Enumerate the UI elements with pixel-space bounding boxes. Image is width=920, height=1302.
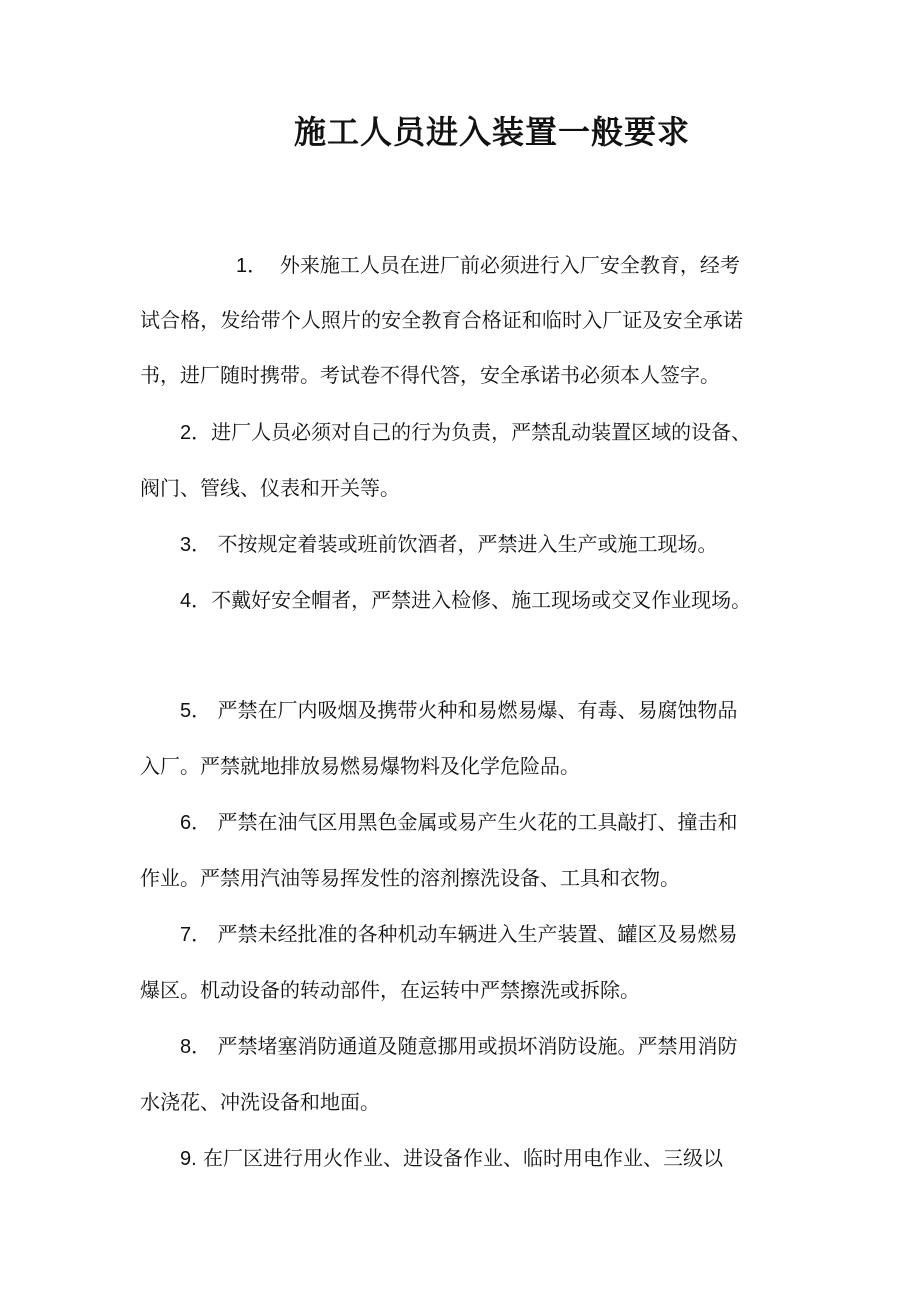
item-text: 严禁在油气区用黑色金属或易产生火花的工具敲打、撞击和 bbox=[217, 810, 738, 834]
item-6-line-2: 作业。严禁用汽油等易挥发性的溶剂擦洗设备、工具和衣物。 bbox=[140, 866, 680, 890]
item-7-line-1 bbox=[180, 920, 840, 949]
item-text: 严禁未经批准的各种机动车辆进入生产装置、罐区及易燃易 bbox=[217, 922, 738, 946]
item-5-line-2: 入厂。严禁就地排放易燃易爆物料及化学危险品。 bbox=[140, 754, 580, 778]
item-number: 1． bbox=[236, 255, 268, 277]
item-number: 2． bbox=[180, 422, 212, 444]
item-text: 严禁在厂内吸烟及携带火种和易燃易爆、有毒、易腐蚀物品 bbox=[217, 698, 738, 722]
item-5-line-1 bbox=[180, 696, 840, 725]
item-6-line-1 bbox=[180, 808, 840, 837]
item-2-line-2: 阀门、管线、仪表和开关等。 bbox=[140, 476, 400, 500]
item-number: 7． bbox=[180, 924, 212, 946]
item-text: 严禁堵塞消防通道及随意挪用或损坏消防设施。严禁用消防 bbox=[217, 1034, 738, 1058]
item-1-line-1 bbox=[236, 251, 896, 280]
item-text: 进厂人员必须对自己的行为负责，严禁乱动装置区域的设备、 bbox=[211, 420, 752, 444]
item-number: 8． bbox=[180, 1036, 212, 1058]
item-text: 不按规定着装或班前饮酒者，严禁进入生产或施工现场。 bbox=[217, 532, 718, 556]
item-number: 5． bbox=[180, 700, 212, 722]
item-number: 3． bbox=[180, 534, 212, 556]
item-1-line-2: 试合格，发给带个人照片的安全教育合格证和临时入厂证及安全承诺 bbox=[140, 308, 743, 332]
item-7-line-2: 爆区。机动设备的转动部件，在运转中严禁擦洗或拆除。 bbox=[140, 978, 640, 1002]
item-3-line-1 bbox=[180, 530, 840, 559]
item-8-line-1 bbox=[180, 1032, 840, 1061]
item-1-line-3: 书，进厂随时携带。考试卷不得代答，安全承诺书必须本人签字。 bbox=[140, 363, 720, 387]
item-number: 6． bbox=[180, 812, 212, 834]
item-number: 4． bbox=[180, 590, 212, 612]
item-9-line-1 bbox=[180, 1144, 840, 1173]
item-number: 9. bbox=[180, 1148, 197, 1170]
item-text: 不戴好安全帽者，严禁进入检修、施工现场或交叉作业现场。 bbox=[211, 588, 752, 612]
item-8-line-2: 水浇花、冲洗设备和地面。 bbox=[140, 1090, 380, 1114]
item-4-line-1 bbox=[180, 586, 840, 615]
item-text: 外来施工人员在进厂前必须进行入厂安全教育，经考 bbox=[279, 253, 740, 277]
item-2-line-1 bbox=[180, 418, 840, 447]
item-text: 在厂区进行用火作业、进设备作业、临时用电作业、三级以 bbox=[203, 1146, 724, 1170]
document-title: 施工人员进入装置一般要求 bbox=[293, 113, 690, 151]
